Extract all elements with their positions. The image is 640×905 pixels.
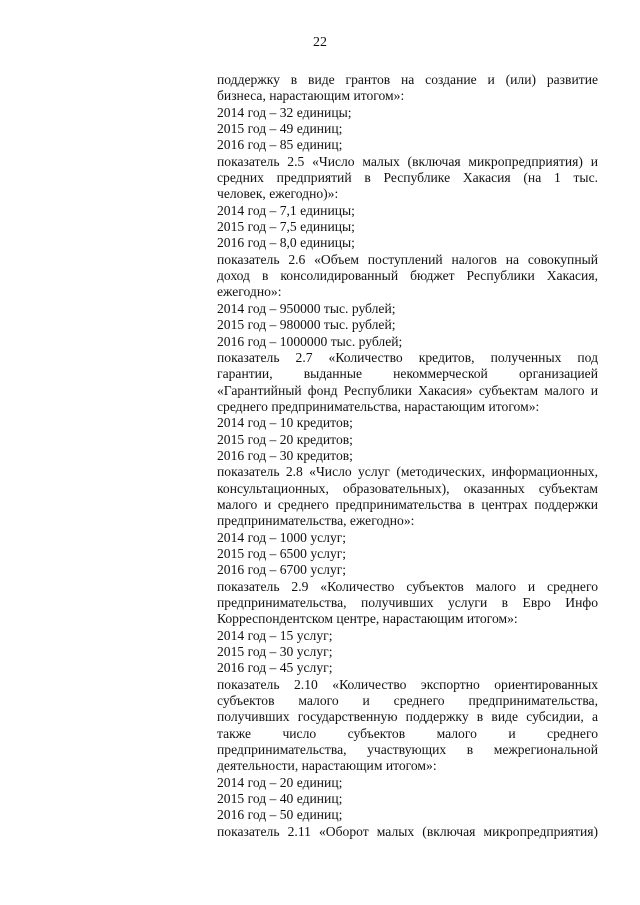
text-line: 2015 год – 30 услуг;	[217, 644, 333, 660]
text-line: показатель 2.8 «Число услуг (методических, информационных,	[217, 464, 598, 480]
text-line: предпринимательства, ежегодно»:	[217, 513, 415, 529]
text-line: показатель 2.6 «Объем поступлений налогов на совокупный	[217, 251, 598, 267]
text-line: 2014 год – 950000 тыс. рублей;	[217, 300, 396, 316]
document-body	[217, 72, 598, 840]
text-line: поддержку в виде грантов на создание и (или) развитие	[217, 72, 598, 87]
text-line: субъектов малого и среднего предпринимательства,	[217, 693, 598, 709]
text-line: также число субъектов малого и среднего	[217, 725, 598, 741]
text-line: показатель 2.11 «Оборот малых (включая микропредприятия)	[217, 823, 598, 839]
text-line: 2014 год – 15 услуг;	[217, 627, 333, 643]
page-number: 22	[313, 35, 327, 50]
text-line: показатель 2.5 «Число малых (включая микропредприятия) и	[217, 153, 598, 169]
text-line: 2016 год – 8,0 единицы;	[217, 235, 355, 251]
text-line: 2016 год – 6700 услуг;	[217, 562, 347, 578]
text-line: консультационных, образовательных), оказанных субъектам	[217, 480, 598, 496]
text-line: показатель 2.9 «Количество субъектов малого и среднего	[217, 578, 598, 594]
text-line: гарантии, выданные некоммерческой организацией	[217, 366, 598, 382]
text-line: 2014 год – 7,1 единицы;	[217, 202, 355, 218]
text-line: предпринимательства, получивших услуги в Евро Инфо	[217, 595, 598, 610]
text-line: среднего предпринимательства, нарастающим итогом»:	[217, 398, 540, 414]
text-line: 2015 год – 980000 тыс. рублей;	[217, 317, 396, 333]
text-line: 2015 год – 20 кредитов;	[217, 431, 353, 447]
text-line: деятельности, нарастающим итогом»:	[217, 758, 437, 774]
text-line: 2015 год – 40 единиц;	[217, 791, 343, 807]
text-line: 2016 год – 1000000 тыс. рублей;	[217, 333, 403, 349]
text-line: 2014 год – 1000 услуг;	[217, 529, 347, 545]
text-line: «Гарантийный фонд Республики Хакасия» субъектам малого и	[217, 382, 598, 398]
text-line: показатель 2.7 «Количество кредитов, полученных под	[217, 349, 598, 365]
text-line: 2015 год – 49 единиц;	[217, 121, 343, 137]
text-line: Корреспондентском центре, нарастающим итогом»:	[217, 611, 518, 627]
text-line: ежегодно»:	[217, 284, 282, 300]
text-line: человек, ежегодно)»:	[217, 186, 339, 202]
text-line: 2016 год – 85 единиц;	[217, 137, 343, 153]
text-line: средних предприятий в Республике Хакасия (на 1 тыс.	[217, 170, 598, 186]
text-line: получивших государственную поддержку в виде субсидии, а	[217, 709, 598, 725]
text-line: 2014 год – 10 кредитов;	[217, 415, 353, 431]
text-line: 2016 год – 50 единиц;	[217, 807, 343, 823]
text-line: показатель 2.10 «Количество экспортно ориентированных	[217, 676, 598, 692]
text-line: 2016 год – 45 услуг;	[217, 660, 333, 676]
text-line: бизнеса, нарастающим итогом»:	[217, 88, 405, 104]
text-line: малого и среднего предпринимательства в центрах поддержки	[217, 496, 598, 512]
text-line: предпринимательства, участвующих в межрегиональной	[217, 742, 598, 758]
text-line: 2014 год – 32 единицы;	[217, 104, 352, 120]
text-line: 2015 год – 7,5 единицы;	[217, 219, 355, 235]
text-line: 2016 год – 30 кредитов;	[217, 447, 353, 463]
text-line: доход в консолидированный бюджет Республики Хакасия,	[217, 268, 598, 284]
text-line: 2015 год – 6500 услуг;	[217, 545, 347, 561]
text-line: 2014 год – 20 единиц;	[217, 774, 343, 790]
